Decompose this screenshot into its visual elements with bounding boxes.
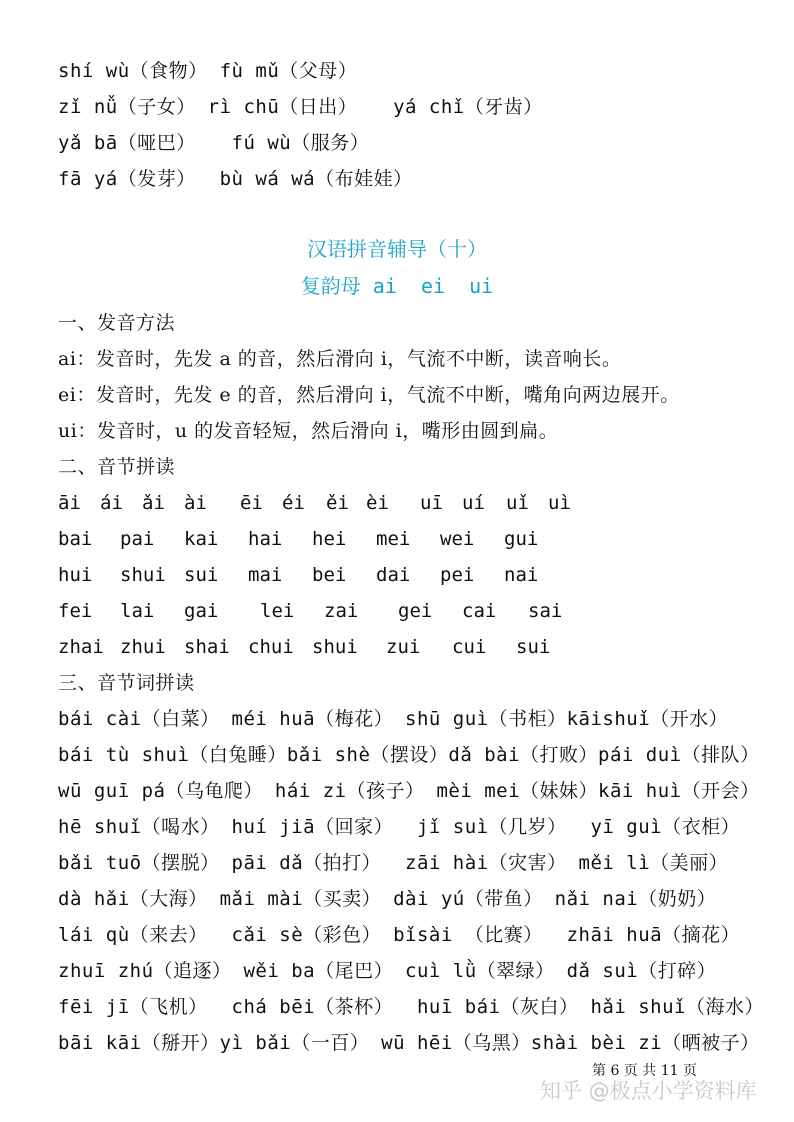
syllable-cell: zui xyxy=(386,636,421,658)
syllable-cell: gui xyxy=(504,528,539,550)
syllable-cell: zai xyxy=(324,600,359,622)
top-line-3: yǎ bā（哑巴） fú wù（服务） xyxy=(58,132,370,154)
syllable-cell: hai xyxy=(248,528,283,550)
page-number: 第 6 页 共 11 页 xyxy=(592,1063,697,1079)
syllable-cell: sui xyxy=(516,636,551,658)
section-1-line-ei: ei：发音时，先发 e 的音，然后滑向 i，气流不中断，嘴角向两边展开。 xyxy=(58,384,680,406)
syllable-cell: chui xyxy=(248,636,294,658)
syllable-cell: hui xyxy=(58,564,93,586)
syllable-cell: éi xyxy=(282,492,305,514)
syllable-cell: āi xyxy=(58,492,81,514)
section-1-line-ui: ui：发音时，u 的发音轻短，然后滑向 i，嘴形由圆到扁。 xyxy=(58,420,559,442)
syllable-cell: lei xyxy=(260,600,295,622)
word-line-4: hē shuǐ（喝水） huí jiā（回家） jǐ suì（几岁） yī guì（衣柜） xyxy=(58,816,741,838)
word-line-6: dà hǎi（大海） mǎi mài（买卖） dài yú（带鱼） nǎi nai（奶奶） xyxy=(58,888,717,910)
syllable-cell: uí xyxy=(462,492,485,514)
section-2-heading: 二、音节拼读 xyxy=(58,456,176,478)
syllable-cell: mei xyxy=(376,528,411,550)
syllable-cell: nai xyxy=(504,564,539,586)
syllable-cell: ài xyxy=(184,492,207,514)
syllable-cell: ái xyxy=(100,492,123,514)
syllable-cell: uì xyxy=(548,492,571,514)
lesson-subtitle: 复韵母 ai ei ui xyxy=(300,274,494,298)
syllable-cell: bai xyxy=(58,528,93,550)
top-line-4: fā yá（发芽） bù wá wá（布娃娃） xyxy=(58,168,413,190)
top-line-2: zǐ nǚ（子女） rì chū（日出） yá chǐ（牙齿） xyxy=(58,96,543,118)
syllable-cell: wei xyxy=(440,528,475,550)
syllable-cell: bei xyxy=(312,564,347,586)
syllable-cell: sui xyxy=(184,564,219,586)
syllable-cell: mai xyxy=(248,564,283,586)
syllable-cell: sai xyxy=(528,600,563,622)
word-line-9: fēi jī（飞机） chá bēi（茶杯） huī bái（灰白） hǎi shuǐ（海水） xyxy=(58,996,764,1018)
section-3-heading: 三、音节词拼读 xyxy=(58,672,195,694)
syllable-cell: gei xyxy=(398,600,433,622)
word-line-5: bǎi tuō（摆脱） pāi dǎ（拍打） zāi hài（灾害） měi lì（美丽） xyxy=(58,852,729,874)
syllable-cell: uī xyxy=(420,492,443,514)
syllable-cell: lai xyxy=(120,600,155,622)
lesson-title: 汉语拼音辅导（十） xyxy=(307,237,487,261)
syllable-cell: zhai xyxy=(58,636,104,658)
syllable-cell: uǐ xyxy=(506,492,529,514)
word-line-2: bái tù shuì（白兔睡）bǎi shè（摆设）dǎ bài（打败）pái duì（排队） xyxy=(58,744,760,766)
syllable-cell: ǎi xyxy=(142,492,165,514)
word-line-3: wū guī pá（乌龟爬） hái zi（孩子） mèi mei（妹妹）kāi huì（开会） xyxy=(58,780,760,802)
syllable-cell: èi xyxy=(366,492,389,514)
syllable-cell: cai xyxy=(462,600,497,622)
word-line-1: bái cài（白菜） méi huā（梅花） shū guì（书柜）kāishuǐ（开水） xyxy=(58,708,729,730)
word-line-10: bāi kāi（掰开）yì bǎi（一百） wū hēi（乌黑）shài bèi zi（晒被子） xyxy=(58,1032,760,1054)
syllable-cell: zhui xyxy=(120,636,166,658)
syllable-cell: ēi xyxy=(240,492,263,514)
top-line-1: shí wù（食物） fù mǔ（父母） xyxy=(58,60,358,82)
word-line-8: zhuī zhú（追逐） wěi ba（尾巴） cuì lǜ（翠绿） dǎ suì（打碎） xyxy=(58,960,717,982)
section-1-heading: 一、发音方法 xyxy=(58,312,176,334)
syllable-cell: cui xyxy=(452,636,487,658)
word-line-7: lái qù（来去） cǎi sè（彩色） bǐsài （比赛） zhāi huā（摘花） xyxy=(58,924,741,946)
watermark: 知乎 @极点小学资料库 xyxy=(540,1079,757,1103)
syllable-cell: gai xyxy=(184,600,219,622)
syllable-cell: hei xyxy=(312,528,347,550)
syllable-cell: shui xyxy=(120,564,166,586)
section-1-line-ai: ai：发音时，先发 a 的音，然后滑向 i，气流不中断，读音响长。 xyxy=(58,348,622,370)
syllable-cell: fei xyxy=(58,600,93,622)
syllable-cell: shui xyxy=(312,636,358,658)
syllable-cell: dai xyxy=(376,564,411,586)
syllable-cell: kai xyxy=(184,528,219,550)
syllable-cell: shai xyxy=(184,636,230,658)
syllable-cell: ěi xyxy=(326,492,349,514)
syllable-cell: pei xyxy=(440,564,475,586)
syllable-cell: pai xyxy=(120,528,155,550)
